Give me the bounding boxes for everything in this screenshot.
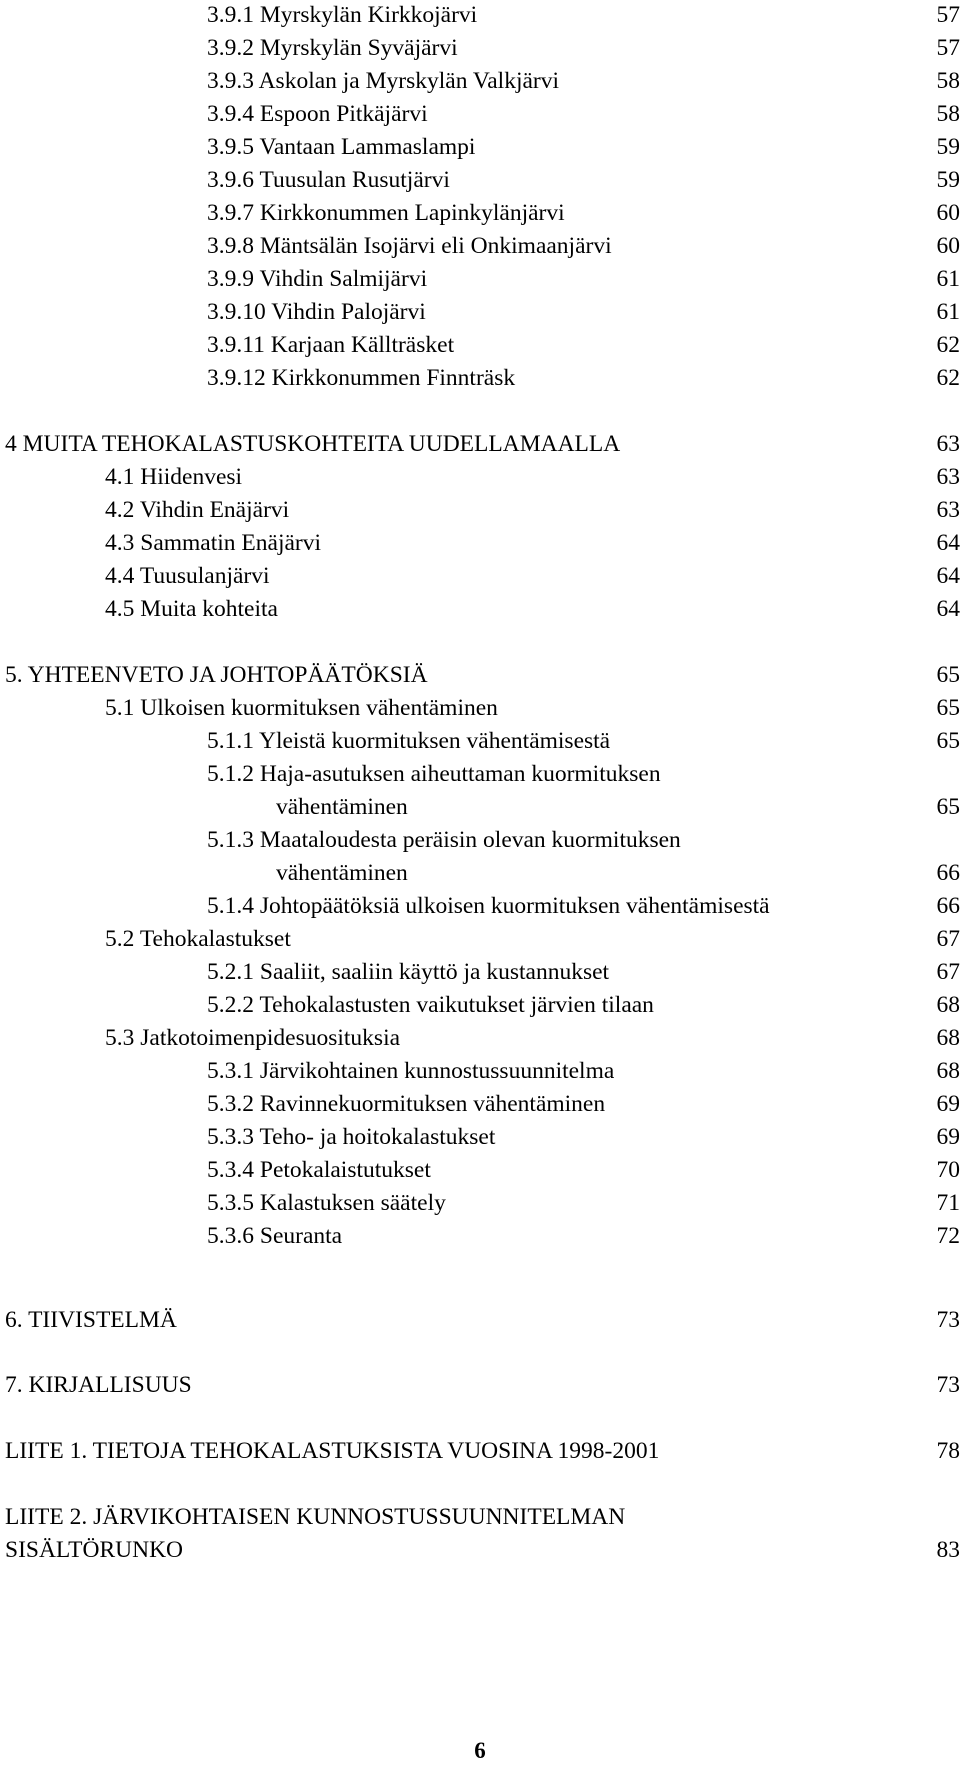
- toc-entry-title: 4.4 Tuusulanjärvi: [105, 563, 270, 589]
- toc-entry-page: 65: [936, 794, 960, 820]
- toc-entry: [0, 231, 960, 261]
- toc-entry-title: 7. KIRJALLISUUS: [5, 1372, 192, 1398]
- toc-entry-page: 59: [936, 167, 960, 193]
- toc-entry-page: 71: [936, 1190, 960, 1216]
- toc-entry-page: 67: [936, 926, 960, 952]
- toc-entry-page: 61: [936, 266, 960, 292]
- toc-entry: [0, 0, 960, 30]
- toc-chapter: [0, 1436, 960, 1466]
- toc-entry-page: 70: [936, 1157, 960, 1183]
- toc-entry-title: 5.3.3 Teho- ja hoitokalastukset: [207, 1124, 496, 1150]
- toc-entry-title: 3.9.4 Espoon Pitkäjärvi: [207, 101, 428, 127]
- toc-entry: [0, 99, 960, 129]
- toc-entry-page: 73: [936, 1307, 960, 1333]
- toc-entry-title: 4.2 Vihdin Enäjärvi: [105, 497, 290, 523]
- toc-entry-continuation: [0, 1535, 960, 1565]
- toc-entry-title-continuation: SISÄLTÖRUNKO: [5, 1537, 184, 1563]
- toc-entry-page: 78: [936, 1438, 960, 1464]
- toc-entry: [0, 1188, 960, 1218]
- toc-entry-title: 5.3.1 Järvikohtainen kunnostussuunnitelma: [207, 1058, 615, 1084]
- toc-entry-continuation: [0, 792, 960, 822]
- toc-entry-title: 3.9.12 Kirkkonummen Finnträsk: [207, 365, 516, 391]
- toc-entry-title: 5.3.2 Ravinnekuormituksen vähentäminen: [207, 1091, 606, 1117]
- toc-chapter: [0, 1502, 960, 1532]
- toc-entry-title: 4.5 Muita kohteita: [105, 596, 278, 622]
- toc-entry-page: 66: [936, 893, 960, 919]
- toc-entry: [0, 1023, 960, 1053]
- toc-entry-page: 67: [936, 959, 960, 985]
- toc-entry-page: 60: [936, 200, 960, 226]
- toc-entry-page: 62: [936, 365, 960, 391]
- toc-entry-page: 58: [936, 68, 960, 94]
- toc-entry: [0, 1221, 960, 1251]
- toc-entry: [0, 594, 960, 624]
- toc-entry-title: 3.9.1 Myrskylän Kirkkojärvi: [207, 2, 478, 28]
- toc-entry-title: 3.9.3 Askolan ja Myrskylän Valkjärvi: [207, 68, 560, 94]
- toc-entry-title: 5.3 Jatkotoimenpidesuosituksia: [105, 1025, 401, 1051]
- toc-entry-page: 63: [936, 431, 960, 457]
- toc-entry-title: 5.3.5 Kalastuksen säätely: [207, 1190, 446, 1216]
- toc-entry: [0, 957, 960, 987]
- toc-entry-title: 5.1.1 Yleistä kuormituksen vähentämisestä: [207, 728, 611, 754]
- toc-entry-title: 5.2.1 Saaliit, saaliin käyttö ja kustannukset: [207, 959, 610, 985]
- toc-entry-title: 3.9.5 Vantaan Lammaslampi: [207, 134, 476, 160]
- toc-entry: [0, 462, 960, 492]
- toc-entry-page: 57: [936, 35, 960, 61]
- toc-entry: [0, 495, 960, 525]
- toc-entry-page: 73: [936, 1372, 960, 1398]
- toc-entry-title: 5.1.4 Johtopäätöksiä ulkoisen kuormituksen vähentämisestä: [207, 893, 770, 919]
- toc-entry: [0, 363, 960, 393]
- toc-entry-page: 57: [936, 2, 960, 28]
- toc-entry-page: 59: [936, 134, 960, 160]
- toc-entry: [0, 1155, 960, 1185]
- toc-entry-page: 64: [936, 530, 960, 556]
- toc-entry-title: 3.9.10 Vihdin Palojärvi: [207, 299, 426, 325]
- toc-entry-page: 83: [936, 1537, 960, 1563]
- toc-entry: [0, 330, 960, 360]
- toc-entry-title: 6. TIIVISTELMÄ: [5, 1307, 177, 1333]
- toc-entry-page: 72: [936, 1223, 960, 1249]
- toc-entry: [0, 825, 960, 855]
- toc-entry: [0, 1089, 960, 1119]
- toc-entry-page: 63: [936, 464, 960, 490]
- toc-entry-title: 4.3 Sammatin Enäjärvi: [105, 530, 322, 556]
- toc-chapter: [0, 429, 960, 459]
- toc-entry-title: 5.1 Ulkoisen kuormituksen vähentäminen: [105, 695, 498, 721]
- toc-entry-title-continuation: vähentäminen: [276, 860, 408, 886]
- toc-entry: [0, 990, 960, 1020]
- toc-entry-title: 3.9.7 Kirkkonummen Lapinkylänjärvi: [207, 200, 565, 226]
- toc-entry-title-continuation: vähentäminen: [276, 794, 408, 820]
- toc-entry-title: 4.1 Hiidenvesi: [105, 464, 243, 490]
- toc-entry-page: 69: [936, 1124, 960, 1150]
- toc-entry-page: 65: [936, 662, 960, 688]
- page-number: 6: [474, 1738, 486, 1763]
- toc-entry: [0, 528, 960, 558]
- toc-chapter: [0, 660, 960, 690]
- toc-entry-page: 69: [936, 1091, 960, 1117]
- toc-entry: [0, 561, 960, 591]
- toc-entry: [0, 264, 960, 294]
- toc-entry-page: 61: [936, 299, 960, 325]
- toc-entry: [0, 297, 960, 327]
- toc-entry-title: 5.1.3 Maataloudesta peräisin olevan kuormituksen: [207, 827, 681, 853]
- toc-entry: [0, 693, 960, 723]
- toc-entry-page: 58: [936, 101, 960, 127]
- toc-entry-page: 62: [936, 332, 960, 358]
- toc-entry: [0, 726, 960, 756]
- toc-entry: [0, 891, 960, 921]
- toc-entry: [0, 198, 960, 228]
- toc-entry-title: 3.9.11 Karjaan Källträsket: [207, 332, 455, 358]
- toc-entry-page: 65: [936, 728, 960, 754]
- toc-entry-page: 68: [936, 1058, 960, 1084]
- toc-entry-title: 5.3.6 Seuranta: [207, 1223, 343, 1249]
- toc-entry-title: 5.2.2 Tehokalastusten vaikutukset järvien tilaan: [207, 992, 654, 1018]
- toc-entry-page: 65: [936, 695, 960, 721]
- toc-entry-title: 3.9.2 Myrskylän Syväjärvi: [207, 35, 458, 61]
- toc-entry-title: 3.9.6 Tuusulan Rusutjärvi: [207, 167, 450, 193]
- toc-entry: [0, 1056, 960, 1086]
- toc-entry-page: 68: [936, 1025, 960, 1051]
- toc-chapter: [0, 1370, 960, 1400]
- toc-entry-title: LIITE 1. TIETOJA TEHOKALASTUKSISTA VUOSINA 1998-2001: [5, 1438, 660, 1464]
- toc-chapter: [0, 1305, 960, 1335]
- toc-entry-page: 64: [936, 596, 960, 622]
- toc-entry-title: 3.9.8 Mäntsälän Isojärvi eli Onkimaanjärvi: [207, 233, 612, 259]
- toc-entry-page: 66: [936, 860, 960, 886]
- toc-entry-title: 5. YHTEENVETO JA JOHTOPÄÄTÖKSIÄ: [5, 662, 428, 688]
- toc-entry-title: 5.3.4 Petokalaistutukset: [207, 1157, 431, 1183]
- toc-entry-page: 60: [936, 233, 960, 259]
- toc-entry-title: 4 MUITA TEHOKALASTUSKOHTEITA UUDELLAMAALLA: [5, 431, 621, 457]
- toc-entry-title: 5.1.2 Haja-asutuksen aiheuttaman kuormituksen: [207, 761, 661, 787]
- toc-entry: [0, 165, 960, 195]
- toc-entry-page: 68: [936, 992, 960, 1018]
- toc-entry: [0, 66, 960, 96]
- toc-entry-title: LIITE 2. JÄRVIKOHTAISEN KUNNOSTUSSUUNNITELMAN: [5, 1504, 626, 1530]
- toc-entry: [0, 132, 960, 162]
- toc-entry-title: 5.2 Tehokalastukset: [105, 926, 291, 952]
- toc-entry-page: 64: [936, 563, 960, 589]
- toc-entry: [0, 33, 960, 63]
- toc-entry-continuation: [0, 858, 960, 888]
- toc-entry: [0, 1122, 960, 1152]
- toc-entry: [0, 759, 960, 789]
- toc-entry: [0, 924, 960, 954]
- toc-entry-page: 63: [936, 497, 960, 523]
- toc-entry-title: 3.9.9 Vihdin Salmijärvi: [207, 266, 428, 292]
